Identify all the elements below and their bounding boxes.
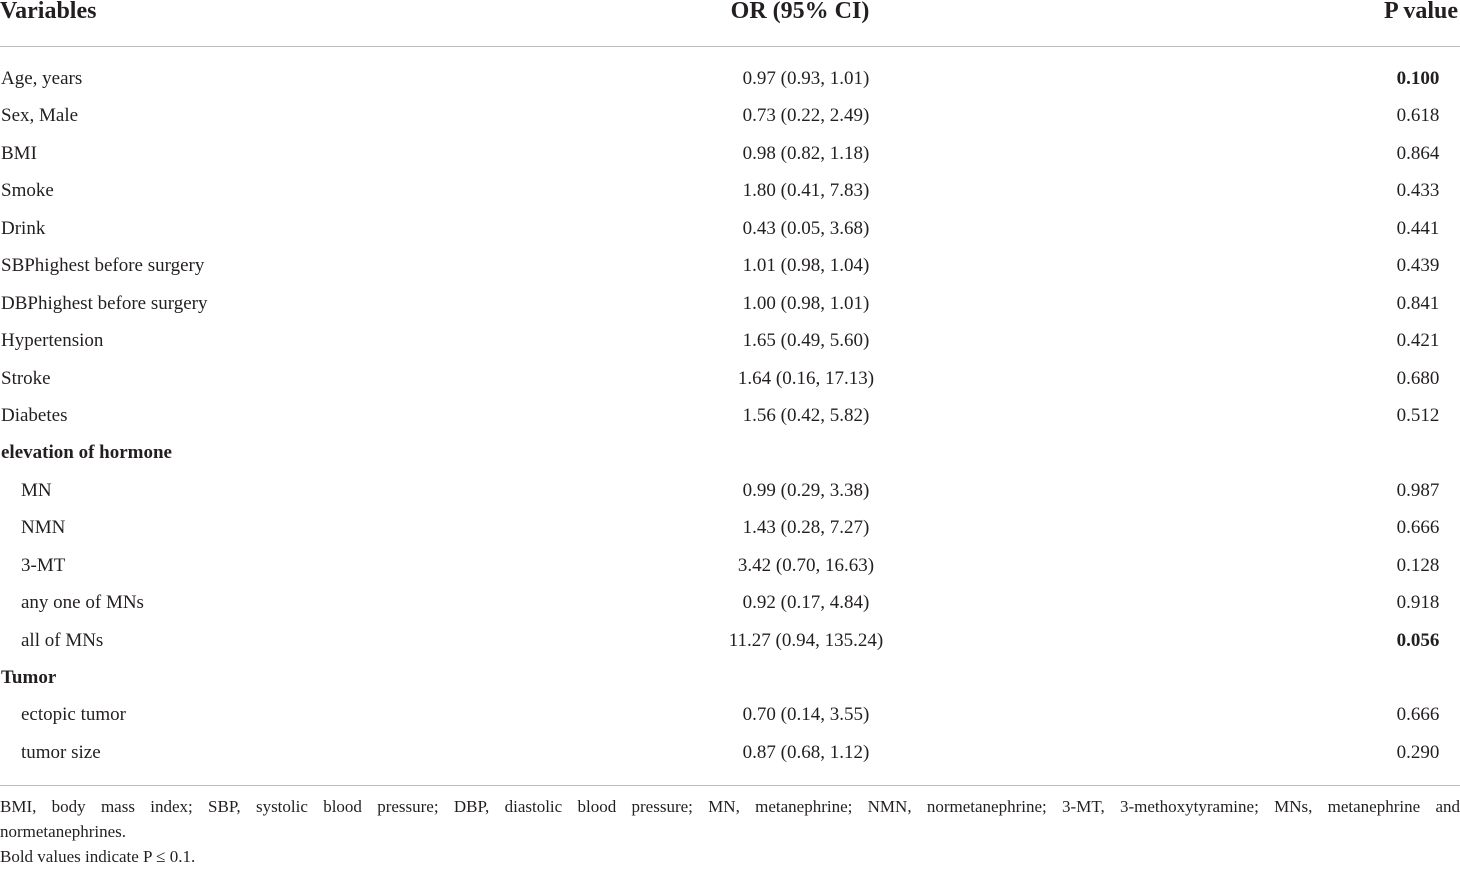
p-value: 0.433	[1396, 180, 1440, 202]
footnote-bold-note: Bold values indicate P ≤ 0.1.	[0, 847, 196, 866]
variable-label: Age, years	[1, 68, 83, 89]
p-value: 0.439	[1396, 255, 1440, 277]
p-value: 0.056	[1396, 629, 1440, 651]
variable-label: Smoke	[1, 180, 54, 202]
table-row	[0, 210, 1460, 247]
table-row	[0, 696, 1460, 733]
variable-label: tumor size	[21, 741, 101, 763]
table-row	[0, 247, 1460, 284]
or-ci-value: 0.98 (0.82, 1.18)	[742, 142, 870, 164]
variable-label: Hypertension	[1, 330, 104, 352]
footer-divider	[0, 785, 1460, 786]
or-ci-value: 1.43 (0.28, 7.27)	[742, 517, 870, 539]
p-value: 0.441	[1396, 217, 1440, 239]
table-row	[0, 584, 1460, 621]
variable-label: MN	[21, 479, 52, 501]
table-row	[0, 472, 1460, 509]
or-ci-value: 0.92 (0.17, 4.84)	[742, 592, 870, 614]
p-value: 0.666	[1396, 517, 1440, 539]
p-value: 0.864	[1396, 142, 1440, 164]
header-divider	[0, 46, 1460, 47]
table-row	[0, 360, 1460, 397]
or-ci-value: 1.00 (0.98, 1.01)	[742, 292, 870, 314]
variable-label: 3-MT	[21, 554, 66, 576]
header-or-ci: OR (95% CI)	[730, 0, 870, 24]
p-value: 0.680	[1396, 367, 1440, 389]
variable-label: Drink	[1, 217, 46, 239]
table-row	[0, 60, 1460, 97]
or-ci-value: 0.87 (0.68, 1.12)	[742, 741, 870, 763]
or-ci-value: 3.42 (0.70, 16.63)	[737, 554, 875, 576]
variable-label: NMN	[21, 517, 66, 539]
p-value: 0.841	[1396, 292, 1440, 314]
p-value: 0.100	[1396, 68, 1440, 89]
or-ci-value: 0.43 (0.05, 3.68)	[742, 217, 870, 239]
table-row	[0, 509, 1460, 546]
table-footnote	[0, 794, 1460, 869]
table-row	[0, 322, 1460, 359]
or-ci-value: 0.97 (0.93, 1.01)	[742, 68, 870, 89]
variable-label: BMI	[1, 142, 37, 164]
table-header	[0, 0, 1460, 32]
variable-label: any one of MNs	[21, 592, 144, 614]
variable-label: Diabetes	[1, 404, 68, 426]
section-label: Tumor	[1, 667, 57, 688]
or-ci-value: 1.80 (0.41, 7.83)	[742, 180, 870, 202]
footnote-abbreviations-line2: normetanephrines.	[0, 822, 127, 841]
or-ci-value: 0.99 (0.29, 3.38)	[742, 479, 870, 501]
table-row	[0, 547, 1460, 584]
section-label: elevation of hormone	[1, 442, 172, 464]
header-variables: Variables	[0, 0, 97, 24]
variable-label: all of MNs	[21, 629, 104, 651]
footnote-abbreviations-line1: BMI, body mass index; SBP, systolic blood pressure; DBP, diastolic blood pressure; MN, metanephrine; NMN, normetanephrine; 3-MT, 3-methoxytyramine; MNs, metanephrine and	[0, 797, 1460, 816]
p-value: 0.128	[1396, 554, 1440, 576]
p-value: 0.290	[1396, 741, 1440, 763]
variable-label: Sex, Male	[1, 105, 79, 127]
or-ci-value: 1.01 (0.98, 1.04)	[742, 255, 870, 277]
p-value: 0.918	[1396, 592, 1440, 614]
variable-label: Stroke	[1, 367, 51, 389]
p-value: 0.666	[1396, 704, 1440, 726]
table-section-row	[0, 659, 1460, 696]
variable-label: ectopic tumor	[21, 704, 126, 726]
p-value: 0.618	[1396, 105, 1440, 127]
or-ci-value: 0.73 (0.22, 2.49)	[742, 105, 870, 127]
table-section-row	[0, 434, 1460, 471]
or-ci-value: 1.65 (0.49, 5.60)	[742, 330, 870, 352]
p-value: 0.512	[1396, 404, 1440, 426]
or-ci-value: 1.64 (0.16, 17.13)	[737, 367, 875, 389]
p-value: 0.421	[1396, 330, 1440, 352]
table-row	[0, 622, 1460, 659]
table-body	[0, 60, 1460, 771]
table-row	[0, 397, 1460, 434]
or-ci-value: 0.70 (0.14, 3.55)	[742, 704, 870, 726]
variable-label: SBPhighest before surgery	[1, 255, 205, 277]
table-row	[0, 285, 1460, 322]
table-row	[0, 734, 1460, 771]
p-value: 0.987	[1396, 479, 1440, 501]
variable-label: DBPhighest before surgery	[1, 292, 208, 314]
header-p-value: P value	[1383, 0, 1458, 24]
table-row	[0, 172, 1460, 209]
table-row	[0, 135, 1460, 172]
or-ci-value: 11.27 (0.94, 135.24)	[728, 629, 884, 651]
table-row	[0, 97, 1460, 134]
or-ci-value: 1.56 (0.42, 5.82)	[742, 404, 870, 426]
